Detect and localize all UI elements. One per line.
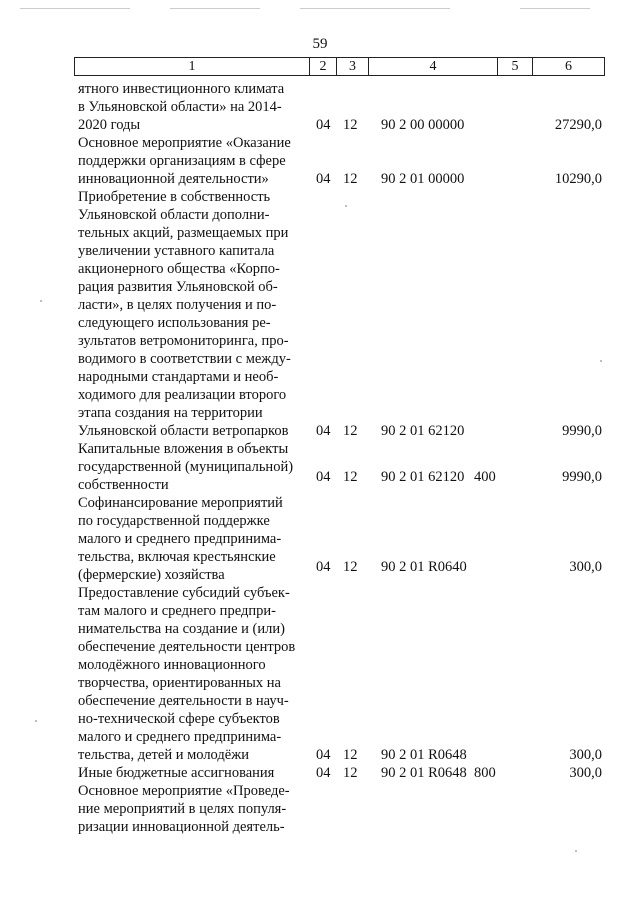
code-subsection: 12 <box>343 747 358 763</box>
code-subsection: 12 <box>343 117 358 133</box>
code-target-item: 90 2 01 62120 <box>381 469 465 485</box>
row-description: Основное мероприятие «Оказание поддержки организациям в сфере инновационной деятельности» <box>78 135 291 187</box>
code-section: 04 <box>316 747 331 763</box>
amount: 9990,0 <box>562 469 602 485</box>
code-target-item: 90 2 00 00000 <box>381 117 465 133</box>
code-target-item: 90 2 01 R0648 <box>381 747 467 763</box>
column-header-2: 2 <box>310 58 337 76</box>
code-section: 04 <box>316 469 331 485</box>
page-number: 59 <box>312 36 328 52</box>
code-subsection: 12 <box>343 469 358 485</box>
scan-artifact <box>20 8 130 9</box>
row-description: Основное мероприятие «Проведе- ние мероприятий в целях популя- ризации инновационной деятель- <box>78 783 290 835</box>
row-description: Капитальные вложения в объекты государственной (муниципальной) собственности <box>78 441 294 493</box>
code-target-item: 90 2 01 R0648 <box>381 765 467 781</box>
scan-speck <box>575 850 577 852</box>
column-header-row <box>75 58 605 76</box>
column-header-6: 6 <box>533 58 605 76</box>
code-expense-type: 400 <box>474 469 496 485</box>
row-description: Предоставление субсидий субъек- там малого и среднего предпри- нимательства на создание и (или) обеспечение деятельности центров молодёжного инновационного творчества, ориентированных на обеспечение деятельности в науч- но-технической сфере субъектов малого и среднего предпринима- тельства, детей и молодёжи <box>78 585 296 763</box>
code-section: 04 <box>316 423 331 439</box>
scan-artifact <box>520 8 590 9</box>
code-subsection: 12 <box>343 171 358 187</box>
scan-speck <box>35 720 37 722</box>
code-section: 04 <box>316 559 331 575</box>
scan-speck <box>600 360 602 362</box>
scan-artifact <box>300 8 450 9</box>
column-header-4: 4 <box>369 58 498 76</box>
scan-speck <box>345 205 347 207</box>
scan-artifact <box>170 8 260 9</box>
amount: 27290,0 <box>554 117 602 133</box>
code-subsection: 12 <box>343 423 358 439</box>
row-description: Софинансирование мероприятий по государственной поддержке малого и среднего предпринима- тельства, включая крестьянские (фермерские) хозяйства <box>78 495 283 583</box>
amount: 10290,0 <box>554 171 602 187</box>
code-section: 04 <box>316 765 331 781</box>
code-section: 04 <box>316 117 331 133</box>
amount: 9990,0 <box>562 423 602 439</box>
code-target-item: 90 2 01 R0640 <box>381 559 467 575</box>
code-section: 04 <box>316 171 331 187</box>
column-header-table <box>74 57 605 76</box>
column-header-5: 5 <box>498 58 533 76</box>
column-header-3: 3 <box>337 58 369 76</box>
code-target-item: 90 2 01 00000 <box>381 171 465 187</box>
amount: 300,0 <box>569 765 602 781</box>
code-subsection: 12 <box>343 765 358 781</box>
row-description: Иные бюджетные ассигнования <box>78 765 275 781</box>
row-description: Приобретение в собственность Ульяновской области дополни- тельных акций, размещаемых при увеличении уставного капитала акционерного общества «Корпо- рация развития Ульяновской об- ласти», в целях получения и по- следующего использования ре- зультатов ветромониторинга, про- водимого в соответствии с между- народными стандартами и необ- ходимого для реализации второго этапа создания на территории Ульяновской области ветропарков <box>78 189 291 439</box>
amount: 300,0 <box>569 559 602 575</box>
code-target-item: 90 2 01 62120 <box>381 423 465 439</box>
column-header-1: 1 <box>75 58 310 76</box>
row-description: ятного инвестиционного климата в Ульяновской области» на 2014- 2020 годы <box>78 81 285 133</box>
code-expense-type: 800 <box>474 765 496 781</box>
amount: 300,0 <box>569 747 602 763</box>
code-subsection: 12 <box>343 559 358 575</box>
scan-speck <box>40 300 42 302</box>
